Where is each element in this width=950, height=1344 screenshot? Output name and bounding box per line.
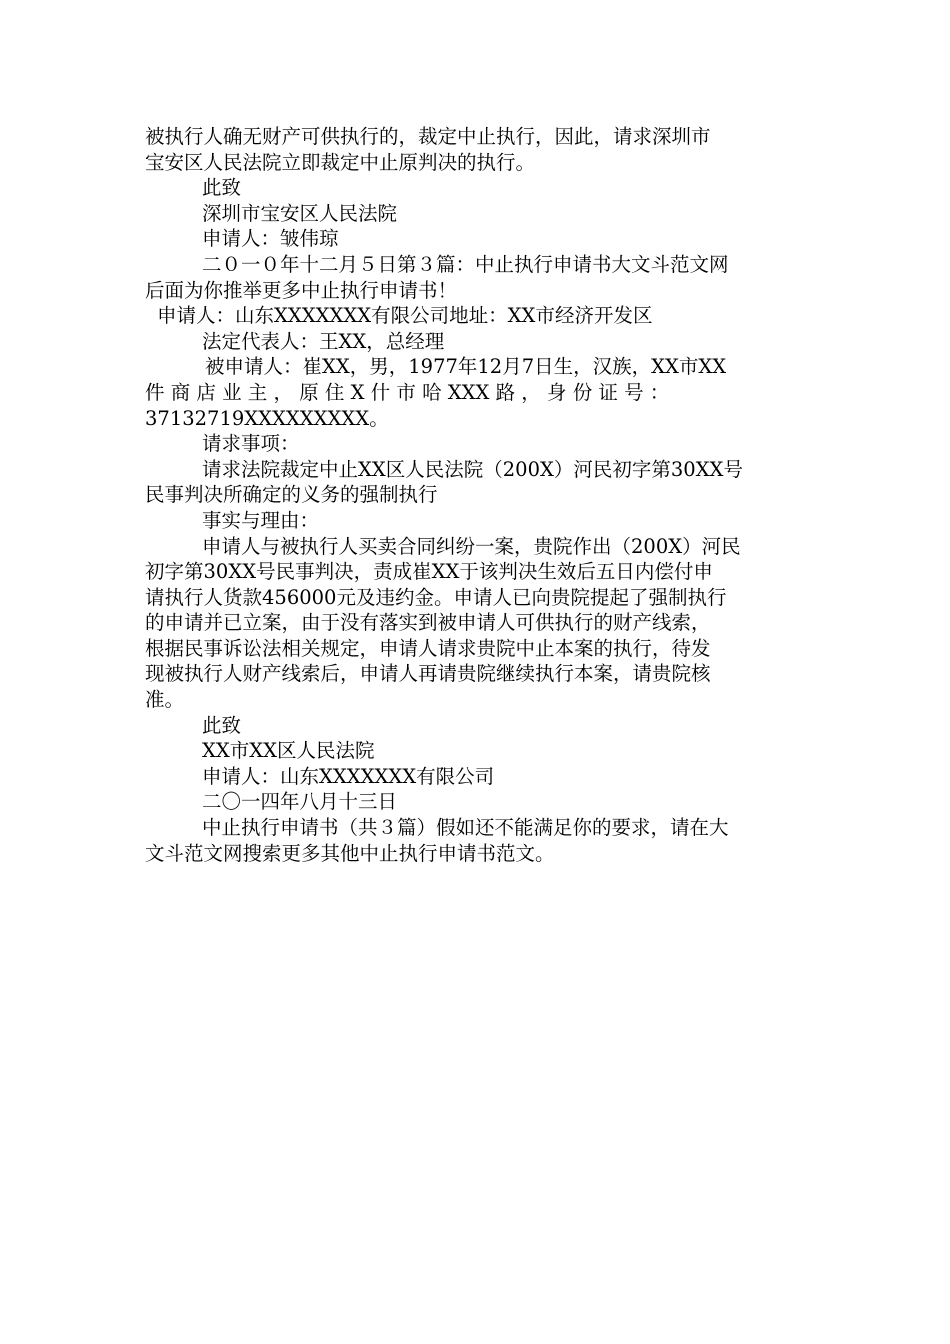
id-number-line: 37132719XXXXXXXXX。 xyxy=(145,406,389,430)
section-heading-facts: 事实与理由： xyxy=(202,508,320,532)
document-body xyxy=(145,124,807,866)
paragraph-line: 初字第30XX号民事判决，责成崔XX于该判决生效后五日内偿付申 xyxy=(145,560,713,584)
paragraph-line: 中止执行申请书（共３篇）假如还不能满足你的要求，请在大 xyxy=(202,816,729,840)
legal-representative-line: 法定代表人：王XX，总经理 xyxy=(202,329,445,353)
date-line: 二〇一四年八月十三日 xyxy=(202,790,398,814)
paragraph-line: 的申请并已立案，由于没有落实到被申请人可供执行的财产线索， xyxy=(145,611,711,635)
date-line: 二０一０年十二月５日第３篇：中止执行申请书大文斗范文网 xyxy=(202,252,729,276)
paragraph-line: 后面为你推举更多中止执行申请书！ xyxy=(145,278,458,302)
paragraph-line: 民事判决所确定的义务的强制执行 xyxy=(145,483,438,507)
paragraph-line: 文斗范文网搜索更多其他中止执行申请书范文。 xyxy=(145,841,555,865)
applicant-line: 申请人：皱伟琼 xyxy=(202,227,339,251)
salutation-line: 此致 xyxy=(202,176,242,200)
paragraph-line: 宝安区人民法院立即裁定中止原判决的执行。 xyxy=(145,150,536,174)
paragraph-line: 被执行人确无财产可供执行的，裁定中止执行，因此，请求深圳市 xyxy=(145,125,711,148)
respondent-detail-line: 件 商 店 业 主 ， 原 住 X 什 市 哈 XXX 路 ， 身 份 证 号 ： xyxy=(145,380,670,404)
paragraph-line: 请求法院裁定中止XX区人民法院（200X）河民初字第30XX号 xyxy=(202,457,743,481)
applicant-address-line: 申请人：山东XXXXXXX有限公司地址：XX市经济开发区 xyxy=(157,304,653,328)
paragraph-line: 申请人与被执行人买卖合同纠纷一案，贵院作出（200X）河民 xyxy=(202,534,741,558)
section-heading-requests: 请求事项： xyxy=(202,432,300,456)
respondent-line: 被申请人：崔XX，男，1977年12月7日生，汉族，XX市XX xyxy=(205,355,727,379)
salutation-line: 此致 xyxy=(202,713,242,737)
recipient-court: 深圳市宝安区人民法院 xyxy=(202,201,398,225)
applicant-line: 申请人：山东XXXXXXX有限公司 xyxy=(202,764,495,788)
paragraph-line: 现被执行人财产线索后，申请人再请贵院继续执行本案，请贵院核 xyxy=(145,662,711,686)
recipient-court: XX市XX区人民法院 xyxy=(202,739,375,763)
paragraph-line: 根据民事诉讼法相关规定，申请人请求贵院中止本案的执行，待发 xyxy=(145,636,711,660)
paragraph-line: 请执行人货款456000元及违约金。申请人已向贵院提起了强制执行 xyxy=(145,585,727,609)
paragraph-line: 准。 xyxy=(145,688,185,712)
